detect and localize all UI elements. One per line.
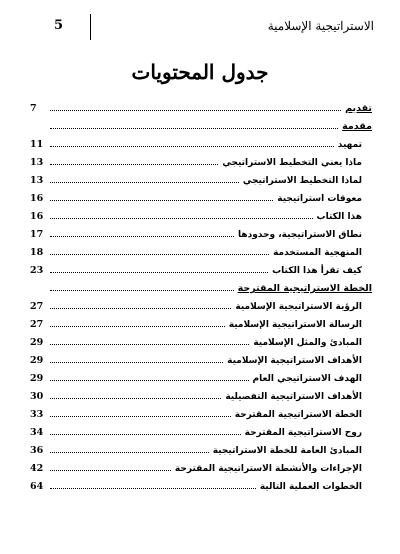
toc-entry-row [30,438,372,456]
toc-entry-row [30,186,372,204]
toc-page-number: 42 [30,463,44,474]
dot-leader [50,182,239,183]
dot-leader [50,326,225,327]
toc-entry-label: روح الاستراتيجية المقترحة [244,428,362,438]
toc-entry-label: تمهيد [337,140,362,150]
running-title: الاستراتيجية الإسلامية [267,19,374,33]
toc-page-number: 16 [30,211,44,222]
toc-entry-label: لماذا التخطيط الاستراتيجي [242,176,362,186]
toc-entry-row [30,366,372,384]
toc-entry-row [30,150,372,168]
toc-page-number: 27 [30,319,44,330]
dot-leader [50,362,223,363]
toc-entry-label: مقدمة [342,121,372,132]
dot-leader [50,416,231,417]
toc-page-number: 29 [30,355,44,366]
toc-entry-row [30,222,372,240]
toc-entry-label: المبادئ العامة للخطة الاستراتيجية [212,446,362,456]
dot-leader [50,488,256,489]
dot-leader [50,254,269,255]
toc-entry-label: الأهداف الاستراتيجية الإسلامية [227,356,362,366]
toc-page-number: 34 [30,427,44,438]
toc-entry-row [30,168,372,186]
toc-page-number: 7 [30,103,37,114]
toc-entry-row [30,474,372,492]
dot-leader [50,218,313,219]
toc-entry-row [30,384,372,402]
dot-leader [50,200,273,201]
dot-leader [50,452,209,453]
toc-entry-label: الإجراءات والأنشطة الاستراتيجية المقترحة [174,464,362,474]
toc-entry-row [30,330,372,348]
toc-entry-label: المبادئ والمثل الإسلامية [253,338,362,348]
toc-entry-row [30,258,372,276]
toc-entry-row [30,294,372,312]
toc-section-row [30,276,372,294]
toc-page-number: 23 [30,265,44,276]
dot-leader [50,308,231,309]
toc-entry-label: الخطة الاستراتيجية المقترحة [237,283,372,294]
toc-page-number: 11 [30,139,44,150]
dot-leader [50,146,334,147]
toc-entry-row [30,240,372,258]
page-number: 5 [54,18,64,33]
toc-entry-label: الخطة الاستراتيجية المقترحة [234,410,362,420]
toc-entry-label: المنهجية المستخدمة [273,248,362,258]
toc-entry-row [30,312,372,330]
toc-entry-label: الخطوات العملية التالية [259,482,362,492]
running-header [20,18,380,38]
toc-page-number: 27 [30,301,44,312]
table-of-contents [30,96,372,492]
toc-entry-row [30,456,372,474]
dot-leader [50,110,341,111]
toc-entry-row [30,402,372,420]
toc-title: جدول المحتويات [131,60,269,84]
toc-entry-label: تقديم [345,103,372,114]
toc-entry-label: ماذا يعني التخطيط الاستراتيجي [222,158,362,168]
toc-entry-label: نطاق الاستراتيجية، وحدودها [237,230,362,240]
toc-page-number: 29 [30,373,44,384]
dot-leader [50,128,338,129]
dot-leader [50,344,249,345]
toc-page-number: 17 [30,229,44,240]
toc-entry-label: الرسالة الاستراتيجية الإسلامية [228,320,362,330]
toc-page-number: 13 [30,157,44,168]
toc-entry-label: معوقات استراتيجية [277,194,362,204]
dot-leader [50,398,221,399]
dot-leader [50,272,268,273]
toc-entry-row [30,204,372,222]
dot-leader [50,290,234,291]
toc-page-number: 13 [30,175,44,186]
dot-leader [50,470,171,471]
toc-page-number: 18 [30,247,44,258]
toc-page-number: 36 [30,445,44,456]
toc-page-number: 29 [30,337,44,348]
toc-entry-row [30,348,372,366]
toc-entry-label: الهدف الاستراتيجي العام [252,374,362,384]
toc-entry-row [30,132,372,150]
toc-page-number: 30 [30,391,44,402]
dot-leader [50,434,241,435]
dot-leader [50,164,218,165]
toc-entry-row [30,420,372,438]
toc-page-number: 16 [30,193,44,204]
toc-section-row [30,114,372,132]
toc-entry-label: هذا الكتاب [316,212,362,222]
toc-entry-label: الرؤية الاستراتيجية الإسلامية [235,302,362,312]
dot-leader [50,380,249,381]
toc-section-row [30,96,372,114]
toc-page-number: 64 [30,481,44,492]
toc-page-number: 33 [30,409,44,420]
toc-entry-label: الأهداف الاستراتيجية التفصيلية [225,392,362,402]
toc-entry-label: كيف تقرأ هذا الكتاب [272,266,362,276]
header-divider [90,14,91,40]
dot-leader [50,236,234,237]
